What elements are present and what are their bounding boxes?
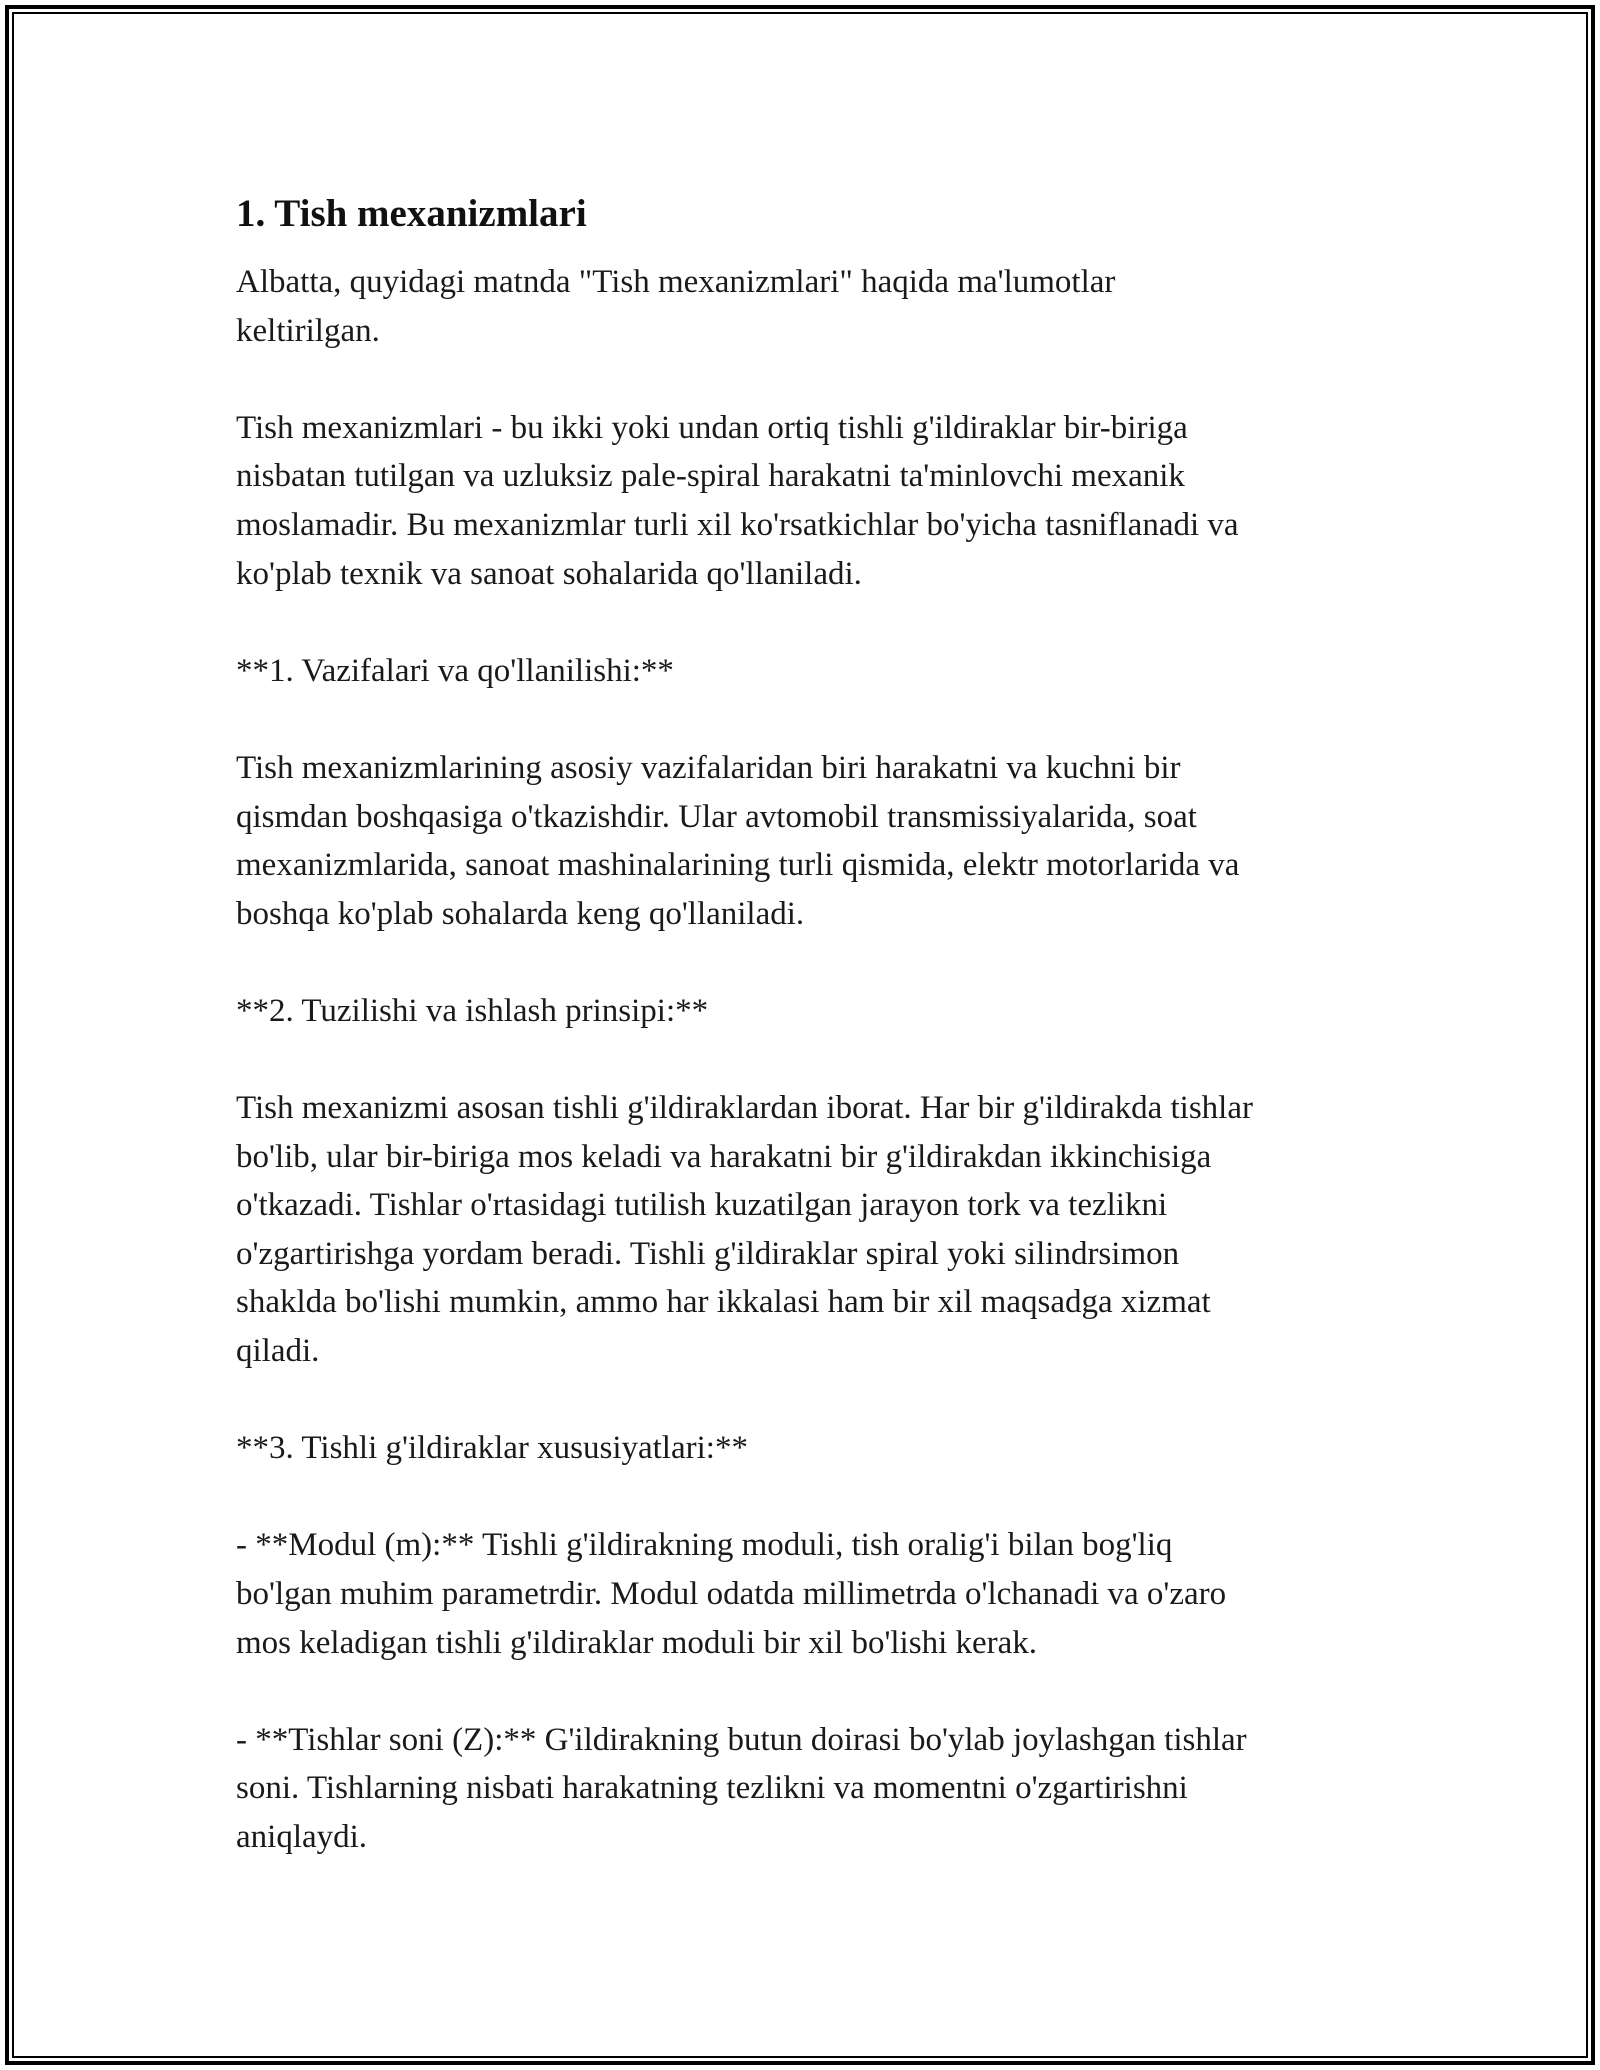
list-item-teeth-count: - **Tishlar soni (Z):** G'ildirakning butun doirasi bo'ylab joylashgan tishlar soni. Tishlarning nisbati harakatning tezlikni va momentni o'zgartirishni aniqlaydi. <box>236 1721 1247 1855</box>
section-heading-properties: **3. Tishli g'ildiraklar xususiyatlari:** <box>236 1430 748 1467</box>
structure-paragraph: Tish mexanizmi asosan tishli g'ildiraklardan iborat. Har bir g'ildirakda tishlar bo'lib, ular bir-biriga mos keladi va harakatni bir g'ildirakdan ikkinchisiga o'tkazadi. Tishlar o'rtasidagi tutilish kuzatilgan jarayon tork va tezlikni o'zgartirishga yordam beradi. Tishli g'ildiraklar spiral yoki silindrsimon shaklda bo'lishi mumkin, ammo har ikkalasi ham bir xil maqsadga xizmat qiladi. <box>236 1090 1253 1370</box>
functions-paragraph: Tish mexanizmlarining asosiy vazifalaridan biri harakatni va kuchni bir qismdan boshqasiga o'tkazishdir. Ular avtomobil transmissiyalarida, soat mexanizmlarida, sanoat mashinalarining turli qismida, elektr motorlarida va boshqa ko'plab sohalarda keng qo'llaniladi. <box>236 749 1240 932</box>
list-item-module: - **Modul (m):** Tishli g'ildirakning moduli, tish oralig'i bilan bog'liq bo'lgan muhim parametrdir. Modul odatda millimetrda o'lchanadi va o'zaro mos keladigan tishli g'ildiraklar moduli bir xil bo'lishi kerak. <box>236 1527 1227 1661</box>
intro-paragraph: Albatta, quyidagi matnda "Tish mexanizmlari" haqida ma'lumotlar keltirilgan. <box>236 264 1116 349</box>
section-heading-structure: **2. Tuzilishi va ishlash prinsipi:** <box>236 992 709 1029</box>
section-heading-functions: **1. Vazifalari va qo'llanilishi:** <box>236 652 674 689</box>
document-body <box>236 186 1386 1862</box>
definition-paragraph: Tish mexanizmlari - bu ikki yoki undan ortiq tishli g'ildiraklar bir-biriga nisbatan tutilgan va uzluksiz pale-spiral harakatni ta'minlovchi mexanik moslamadir. Bu mexanizmlar turli xil ko'rsatkichlar bo'yicha tasniflanadi va ko'plab texnik va sanoat sohalarida qo'llaniladi. <box>236 409 1239 592</box>
document-title: 1. Tish mexanizmlari <box>236 192 587 235</box>
